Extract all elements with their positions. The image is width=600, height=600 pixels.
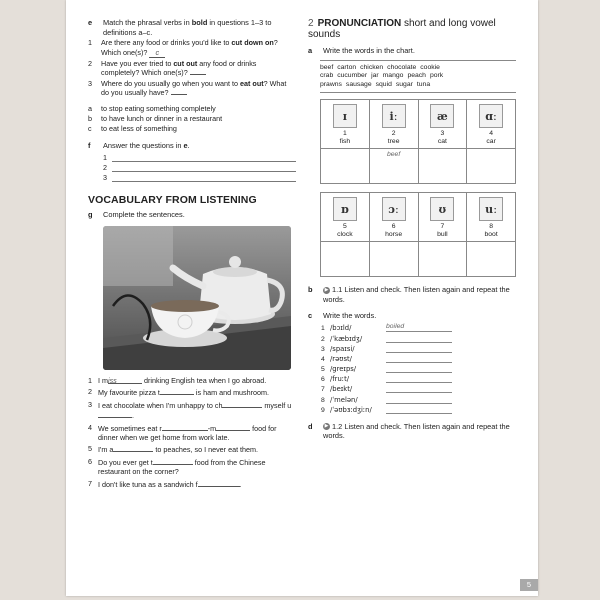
boot-icon: uː	[479, 197, 503, 221]
word-bank-item: cucumber	[337, 72, 368, 80]
chart-cell-header: ɔː 6 horse	[369, 193, 418, 242]
ipa-item: 3 /spaɪsi/	[308, 343, 516, 353]
answer-line[interactable]	[386, 384, 452, 393]
left-column	[88, 18, 296, 491]
answer-line[interactable]	[386, 334, 452, 343]
answer-line[interactable]	[386, 344, 452, 353]
car-icon: ɑː	[479, 104, 503, 128]
bull-icon: ʊ	[430, 197, 454, 221]
fish-icon: ɪ	[333, 104, 357, 128]
question-2: 2 Have you ever tried to cut out any food or drinks completely? Which one(s)?	[88, 59, 257, 78]
section-heading: VOCABULARY FROM LISTENING	[88, 194, 257, 207]
exercise-d	[308, 422, 516, 441]
answer-blank[interactable]	[190, 74, 206, 75]
ipa-item: 5 /greɪps/	[308, 363, 516, 373]
chart-answer-cell[interactable]	[467, 149, 516, 184]
horse-icon: ɔː	[382, 197, 406, 221]
sentence-6: 6 Do you ever get t food from the Chinese restaurant on the corner?	[88, 456, 266, 477]
section-title-pronunciation: 2 PRONUNCIATION short and long vowel sounds	[308, 18, 496, 40]
cat-icon: æ	[430, 104, 454, 128]
answer-line[interactable]: 1	[103, 152, 296, 162]
audio-track-number: 1.1	[332, 285, 343, 295]
word-bank-item: carton	[337, 63, 357, 71]
teapot-illustration	[103, 226, 291, 370]
fill-gap[interactable]: iss	[108, 376, 142, 384]
word-bank-item: sausage	[345, 80, 372, 88]
fill-gap[interactable]	[162, 423, 208, 431]
audio-track-number: 1.2	[332, 421, 343, 431]
audio-icon[interactable]: ▶	[324, 286, 329, 293]
chart-answer-cell[interactable]	[418, 149, 467, 184]
sentence-7: 7 I don't like tuna as a sandwich f .	[88, 478, 242, 489]
answer-blank[interactable]: c	[149, 48, 165, 58]
ipa-item: 9 /ˈəʊbɜːdʒiːn/	[308, 404, 516, 414]
exercise-letter: b	[308, 285, 313, 295]
exercise-instruction: Match the phrasal verbs in bold in questions 1–3 to definitions a–c.	[103, 18, 272, 37]
exercise-f	[88, 141, 296, 151]
sentence-1: 1 I miss drinking English tea when I go abroad.	[88, 376, 267, 386]
exercise-instruction: Answer the questions in e.	[103, 140, 190, 150]
exercise-letter: a	[308, 46, 313, 55]
chart-answer-cell[interactable]	[321, 242, 370, 277]
exercise-instruction: Write the words in the chart.	[323, 46, 415, 55]
word-bank-item: chocolate	[387, 63, 417, 71]
ipa-item: 7 /beɪkt/	[308, 383, 516, 393]
teapot-photo	[103, 226, 291, 370]
chart-cell-header: uː 8 boot	[467, 193, 516, 242]
chart-answer-cell[interactable]	[321, 149, 370, 184]
definition-c: c to eat less of something	[88, 124, 177, 134]
answer-blank[interactable]	[171, 94, 187, 95]
exercise-instruction: Listen and check. Then listen again and repeat the words.	[323, 285, 510, 304]
word-bank-item: peach	[407, 72, 426, 80]
sentence-3: 3 I eat chocolate when I'm unhappy to ch myself u.	[88, 399, 292, 421]
word-bank-item: beef	[320, 63, 334, 71]
word-bank-item: sugar	[395, 80, 413, 88]
chart-answer-cell[interactable]	[467, 242, 516, 277]
exercise-c	[308, 311, 516, 321]
tree-icon: iː	[382, 104, 406, 128]
exercise-e	[88, 18, 296, 37]
exercise-b	[308, 285, 516, 304]
fill-gap[interactable]	[222, 400, 262, 408]
chart-cell-header: iː 2 tree	[369, 100, 418, 149]
definition-b: b to have lunch or dinner in a restaurant	[88, 114, 223, 124]
exercise-letter: d	[308, 421, 313, 431]
chart-cell-header: ʊ 7 bull	[418, 193, 467, 242]
word-bank	[320, 60, 516, 94]
answer-line[interactable]: 3	[103, 172, 296, 182]
exercise-g	[88, 210, 296, 220]
ipa-item: 4 /rəʊst/	[308, 353, 516, 363]
sentence-4: 4 We sometimes eat r -m food for dinner when we get home from work late.	[88, 422, 277, 443]
definition-a: a to stop eating something completely	[88, 103, 216, 113]
question-3: 3 Where do you usually go when you want to eat out? What do you usually have?	[88, 78, 287, 98]
chart-answer-cell[interactable]	[418, 242, 467, 277]
sentence-2: 2 My favourite pizza t is ham and mushroom.	[88, 387, 270, 398]
word-bank-item: chicken	[360, 63, 384, 71]
exercise-instruction: Complete the sentences.	[103, 210, 185, 220]
answer-line[interactable]: 2	[103, 162, 296, 172]
word-bank-item: mango	[382, 72, 404, 80]
vowel-chart-1	[320, 99, 516, 184]
fill-gap[interactable]	[113, 444, 153, 452]
question-1: 1 Are there any food or drinks you'd like to cut down on? Which one(s)? c	[88, 38, 278, 57]
ipa-item: 8 /ˈmelən/	[308, 393, 516, 403]
answer-line[interactable]	[386, 395, 452, 404]
word-bank-item: crab	[320, 72, 334, 80]
chart-cell-header: æ 3 cat	[418, 100, 467, 149]
vowel-chart-2	[320, 192, 516, 277]
workbook-page	[66, 0, 538, 596]
answer-line[interactable]: boiled	[386, 323, 452, 332]
answer-line[interactable]	[386, 364, 452, 373]
ipa-item: 1 /bɔɪld/ boiled	[308, 322, 516, 332]
exercise-instruction: Write the words.	[323, 310, 377, 320]
exercise-letter: e	[88, 18, 93, 27]
word-bank-item: pork	[429, 72, 444, 80]
ipa-item: 6 /fruːt/	[308, 373, 516, 383]
chart-answer-cell[interactable]: beef	[369, 149, 418, 184]
word-bank-item: squid	[375, 80, 392, 88]
ipa-item: 2 /ˈkæbɪdʒ/	[308, 332, 516, 342]
chart-answer-cell[interactable]	[369, 242, 418, 277]
answer-line[interactable]	[386, 405, 452, 414]
chart-cell-header: ɒ 5 clock	[321, 193, 370, 242]
chart-cell-header: ɪ 1 fish	[321, 100, 370, 149]
right-column	[308, 18, 516, 441]
audio-icon[interactable]: ▶	[324, 423, 329, 430]
exercise-instruction: Listen and check. Then listen again and repeat the words.	[323, 421, 510, 441]
exercise-letter: c	[308, 310, 313, 320]
fill-gap[interactable]	[198, 479, 240, 487]
page-number: 5	[520, 579, 538, 591]
exercise-letter: f	[88, 140, 91, 150]
exercise-letter: g	[88, 210, 93, 220]
clock-icon: ɒ	[333, 197, 357, 221]
sentence-5: 5 I'm a to peaches, so I never eat them.	[88, 444, 259, 455]
fill-gap[interactable]	[160, 387, 194, 395]
fill-gap[interactable]	[216, 423, 250, 431]
word-bank-item: tuna	[416, 80, 431, 88]
word-bank-item: prawns	[320, 80, 342, 88]
word-bank-item: cookie	[420, 63, 440, 71]
word-bank-item: jar	[371, 72, 379, 80]
fill-gap[interactable]	[98, 410, 132, 418]
answer-line[interactable]	[386, 374, 452, 383]
exercise-a	[308, 46, 516, 56]
fill-gap[interactable]	[153, 457, 193, 465]
answer-line[interactable]	[386, 354, 452, 363]
chart-cell-header: ɑː 4 car	[467, 100, 516, 149]
